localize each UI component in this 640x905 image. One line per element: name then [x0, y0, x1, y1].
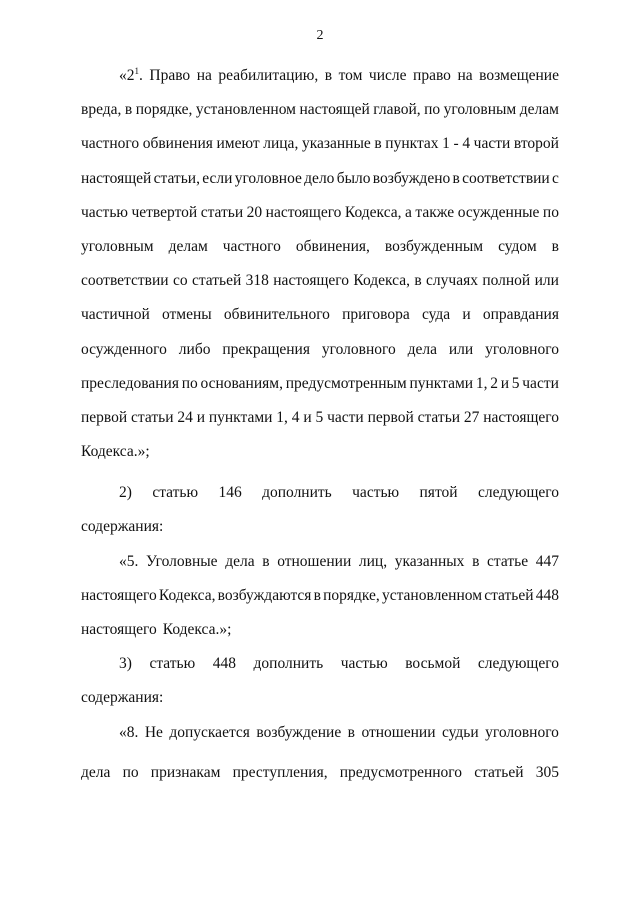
word: в — [414, 272, 422, 290]
word: оправдания — [482, 306, 559, 324]
word: 2) — [119, 484, 132, 501]
page-number: 2 — [316, 28, 324, 43]
word: дополнить — [253, 655, 324, 672]
word: части — [327, 409, 364, 426]
word: 1, — [276, 409, 288, 426]
word: допускается — [169, 724, 250, 741]
word: статьи, — [153, 169, 200, 187]
text-line — [81, 134, 559, 154]
word: Уголовные — [146, 553, 218, 570]
text-line — [81, 271, 559, 291]
word: по — [181, 374, 198, 392]
word: Кодекса, — [353, 272, 410, 290]
word: на — [196, 67, 212, 84]
word: предусмотренного — [339, 764, 463, 781]
word: статьи — [131, 409, 174, 426]
word: четвертой — [131, 203, 198, 221]
word: полной — [482, 272, 531, 290]
word: пунктах — [385, 135, 439, 153]
word: отношении — [361, 724, 436, 741]
word: Кодекса, — [158, 587, 216, 604]
word: - — [453, 135, 459, 153]
word: настоящей — [299, 101, 370, 119]
text-line — [81, 237, 559, 257]
word: с — [552, 169, 559, 187]
word: Право — [149, 67, 191, 84]
word: а — [405, 203, 412, 221]
word: дела — [81, 764, 111, 781]
word: 27 — [463, 409, 480, 426]
word: частного — [222, 238, 281, 255]
word: реабилитацию, — [218, 67, 319, 84]
word: в — [374, 135, 382, 153]
word: отмены — [161, 306, 212, 324]
word: возбужденным — [384, 238, 484, 255]
word: соответствии — [462, 169, 550, 187]
text-line — [81, 517, 559, 537]
text-line — [81, 305, 559, 325]
word: второй — [513, 135, 559, 153]
word: приговора — [342, 306, 410, 324]
word: также — [415, 203, 455, 221]
word: статью — [149, 655, 196, 672]
word: судьи — [441, 724, 479, 741]
word: пятой — [419, 484, 458, 501]
word: делам — [519, 101, 559, 119]
word: преступления, — [232, 764, 328, 781]
word: 4 — [462, 135, 471, 153]
word: том — [338, 67, 363, 84]
word: лица, — [263, 135, 299, 153]
text-line — [81, 169, 559, 189]
word: статьей — [484, 587, 534, 604]
word: уголовным — [443, 101, 517, 119]
word: и — [303, 409, 312, 426]
word: Кодекса.»; — [81, 443, 150, 461]
word: в — [472, 553, 480, 570]
text-line — [81, 340, 559, 360]
word: дополнить — [262, 484, 332, 501]
word: содержания: — [81, 689, 164, 706]
word: уголовное — [234, 169, 302, 187]
word: в — [124, 101, 133, 119]
word: Кодекса, — [344, 203, 402, 221]
word: в — [313, 587, 321, 604]
word: прекращения — [222, 340, 310, 358]
text-line — [81, 688, 559, 708]
word: обвинения — [142, 135, 213, 153]
word: 1, — [475, 374, 488, 392]
word: право — [413, 67, 451, 84]
word: судом — [498, 238, 537, 255]
text-line — [81, 763, 559, 783]
word: статьи — [200, 203, 244, 221]
word: по — [542, 203, 559, 221]
word: восьмой — [405, 655, 461, 672]
word: Не — [144, 724, 163, 741]
word: настоящей — [81, 169, 152, 187]
word: пунктами — [409, 374, 474, 392]
word: установленном — [195, 101, 296, 119]
word: в — [347, 724, 355, 741]
word: осужденного — [81, 340, 167, 358]
word: главой, — [373, 101, 421, 119]
word: уголовного — [321, 340, 396, 358]
text-line — [81, 586, 559, 606]
word: «$2^1$. — [119, 66, 143, 84]
word: 3) — [119, 655, 132, 672]
word: настоящего — [81, 621, 157, 638]
word: на — [457, 67, 473, 84]
word: дело — [304, 169, 335, 187]
text-line — [119, 552, 559, 572]
word: возбуждаются — [217, 587, 312, 604]
text-line — [81, 203, 559, 223]
word: осужденные — [457, 203, 540, 221]
word: частью — [340, 655, 388, 672]
word: 146 — [218, 484, 242, 501]
text-line — [81, 408, 559, 428]
word: настоящего — [273, 272, 350, 290]
word: порядке, — [135, 101, 193, 119]
word: части — [522, 374, 559, 392]
word: уголовного — [485, 724, 559, 741]
word: 1 — [442, 135, 450, 153]
word: числе — [368, 67, 407, 84]
word: частичной — [81, 306, 150, 324]
word: следующего — [477, 655, 559, 672]
word: имеют — [216, 135, 260, 153]
word: или — [534, 272, 559, 290]
word: возбуждено — [372, 169, 451, 187]
word: и — [500, 374, 510, 392]
text-line — [119, 66, 559, 86]
word: по — [122, 764, 139, 781]
word: пунктами — [208, 409, 273, 426]
word: первой — [367, 409, 414, 426]
word: и — [462, 306, 471, 324]
word: предусмотренным — [285, 374, 407, 392]
word: статьей — [474, 764, 524, 781]
word: установленном — [381, 587, 483, 604]
word: соответствии — [81, 272, 169, 290]
word: в — [551, 238, 559, 255]
word: 4 — [291, 409, 300, 426]
text-line — [81, 374, 559, 394]
word: 318 — [245, 272, 269, 290]
word: частного — [81, 135, 140, 153]
text-line — [119, 654, 559, 674]
word: в — [452, 169, 460, 187]
word: отношении — [277, 553, 352, 570]
word: случаях — [426, 272, 478, 290]
word: уголовного — [485, 340, 559, 358]
word: 24 — [177, 409, 193, 426]
word: в — [262, 553, 270, 570]
word: части — [473, 135, 511, 153]
word: преследования — [81, 374, 179, 392]
word: 447 — [535, 553, 559, 570]
word: по — [424, 101, 441, 119]
word: 5 — [511, 374, 520, 392]
word: 305 — [535, 764, 559, 781]
word: обвинительного — [223, 306, 330, 324]
word: статье — [487, 553, 529, 570]
word: частью — [81, 203, 128, 221]
word: 448 — [212, 655, 236, 672]
text-line — [119, 483, 559, 503]
text-line — [81, 100, 559, 120]
word: содержания: — [81, 518, 164, 535]
word: обвинения, — [295, 238, 370, 255]
word: порядке, — [323, 587, 380, 604]
word: первой — [81, 409, 128, 426]
word: суда — [421, 306, 451, 324]
word: следующего — [477, 484, 559, 501]
word: лиц, — [358, 553, 388, 570]
word: 5 — [315, 409, 324, 426]
word: делам — [168, 238, 208, 255]
word: уголовным — [81, 238, 154, 255]
word: если — [202, 169, 233, 187]
word: 20 — [246, 203, 263, 221]
word: 2 — [490, 374, 498, 392]
word: «5. — [119, 553, 139, 570]
word: статьи — [417, 409, 461, 426]
word: дела — [225, 553, 255, 570]
word: и — [196, 409, 205, 426]
word: со — [172, 272, 188, 290]
text-line — [81, 442, 559, 462]
word: «8. — [119, 724, 139, 741]
word: возмещение — [479, 67, 559, 84]
text-line — [119, 723, 559, 743]
word: либо — [178, 340, 211, 358]
word: Кодекса.»; — [162, 621, 232, 638]
word: статьей — [191, 272, 242, 290]
word: дела — [407, 340, 437, 358]
word: признакам — [150, 764, 221, 781]
word: указанные — [301, 135, 371, 153]
word: настоящего — [483, 409, 559, 426]
word: или — [448, 340, 474, 358]
text-line — [81, 620, 559, 640]
word: настоящего — [81, 587, 157, 604]
word: вреда, — [81, 101, 122, 119]
word: частью — [352, 484, 400, 501]
word: в — [324, 67, 333, 84]
word: было — [336, 169, 371, 187]
word: возбуждение — [256, 724, 342, 741]
word: указанных — [394, 553, 465, 570]
word: настоящего — [265, 203, 342, 221]
word: статью — [152, 484, 199, 501]
word: основаниям, — [200, 374, 283, 392]
word: 448 — [535, 587, 559, 604]
